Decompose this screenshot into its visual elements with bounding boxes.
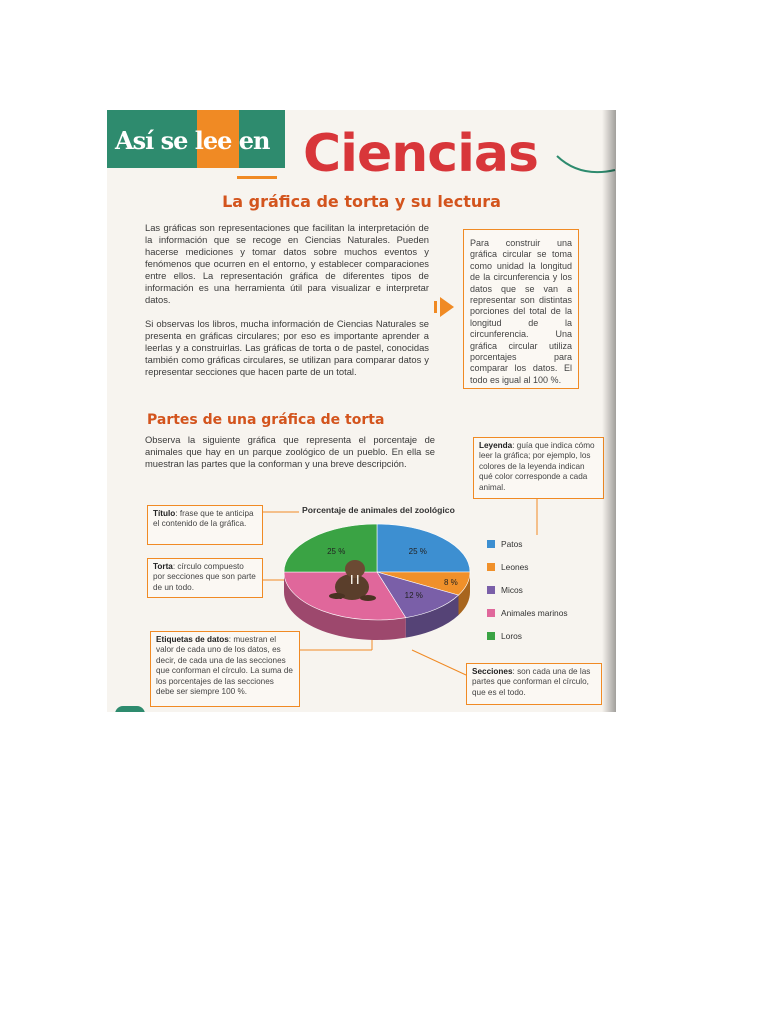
callout-text: : muestran el valor de cada uno de los datos, es decir, de cada una de las secciones que conforman el círculo. La suma de los porcentajes de las secciones debe ser siempre 100 %. xyxy=(156,635,293,697)
chart-title: Porcentaje de animales del zoológico xyxy=(302,505,455,515)
section-text: Observa la siguiente gráfica que representa el porcentaje de animales que hay en un parque zoológico de un pueblo. En ella se muestran las partes que la conforman y una breve descripción. xyxy=(145,434,435,469)
legend-label: Micos xyxy=(501,585,523,595)
side-note: Para construir una gráfica circular se toma como unidad la longitud de la circunferencia y los datos que se van a representar son distintas porciones del total de la longitud de la circunferencia. Una gráfica circular utiliza porcentajes para comparar los datos. El todo es igual al 100 %. xyxy=(463,229,579,389)
legend-swatch xyxy=(487,540,495,548)
pie-chart xyxy=(107,110,616,712)
textbook-page xyxy=(107,110,616,712)
legend-swatch xyxy=(487,632,495,640)
connector-secciones xyxy=(412,650,466,675)
callout-text: : frase que te anticipa el contenido de la gráfica. xyxy=(153,509,254,529)
callout-term: Leyenda xyxy=(479,441,513,450)
legend-label: Animales marinos xyxy=(501,608,568,618)
intro-paragraph-2: Si observas los libros, mucha información de Ciencias Naturales se presenta en gráficas circulares; por eso es importante aprender a leerlas y a construirlas. Las gráficas de torta o de pastel, conocidas también como gráficas circulares, se utilizan para comparar datos y representar secciones que hacen parte de un total. xyxy=(145,318,429,377)
legend-label: Leones xyxy=(501,562,529,572)
callout-term: Título xyxy=(153,509,176,518)
callout-text: : guía que indica cómo leer la gráfica; por ejemplo, los colores de la leyenda indican qué color corresponde a cada animal. xyxy=(479,441,595,492)
intro-paragraph-1: Las gráficas son representaciones que facilitan la interpretación de la información que se recoge en Ciencias Naturales. Pueden hacerse mediciones y tomar datos sobre muchos eventos y fenómenos que ocurren en el entorno, y establecer comparaciones entre ellos. La representación gráfica de diferentes tipos de información es una herramienta útil para visualizar e interpretar datos. xyxy=(145,222,429,305)
callout-term: Secciones xyxy=(472,667,513,676)
legend-swatch xyxy=(487,609,495,617)
callout-term: Etiquetas de datos xyxy=(156,635,229,644)
data-label-loros: 25 % xyxy=(327,546,346,556)
data-label-patos: 25 % xyxy=(408,546,427,556)
pie-slices xyxy=(284,524,470,640)
banner-text: Así se lee en xyxy=(115,126,270,155)
callout-term: Torta xyxy=(153,562,173,571)
callout-text: : son cada una de las partes que conforman el círculo, que es el todo. xyxy=(472,667,591,697)
legend-swatch xyxy=(487,586,495,594)
legend-swatch xyxy=(487,563,495,571)
subject-title: Ciencias xyxy=(303,124,538,184)
section-title: Partes de una gráfica de torta xyxy=(147,412,385,428)
page-title: La gráfica de torta y su lectura xyxy=(222,192,501,211)
callout-text: : círculo compuesto por secciones que son parte de un todo. xyxy=(153,562,256,592)
legend-label: Patos xyxy=(501,539,523,549)
page-edge-shadow xyxy=(602,110,616,712)
legend-label: Loros xyxy=(501,631,522,641)
data-label-micos: 12 % xyxy=(404,590,423,600)
data-label-leones: 8 % xyxy=(443,577,458,587)
page-corner-tab xyxy=(115,706,145,712)
